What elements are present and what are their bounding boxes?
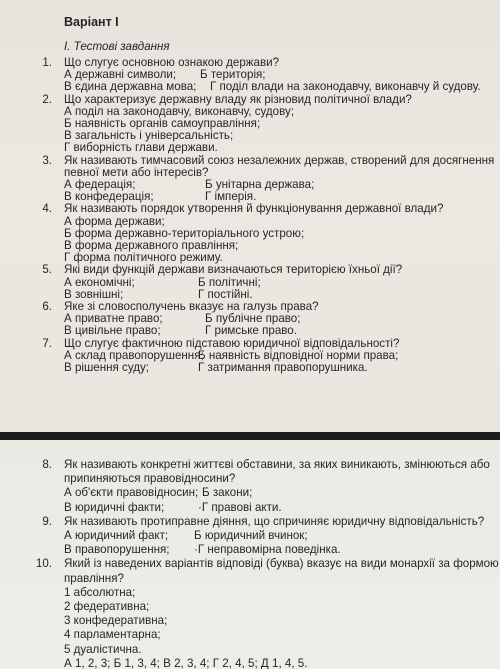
answer-option: Г постійні. [198,287,253,301]
question-text: Який із наведених варіантів відповіді (буква) вказує на види монархії за формою [64,557,499,571]
answer-option: Г виборність глави держави. [64,141,218,155]
answer-option: 2 федеративна; [64,600,150,613]
answer-option: В юридичні факти; [64,500,165,514]
answer-option: Г імперія. [205,190,257,204]
answer-option: Б наявність відповідної норми права; [198,348,399,362]
answer-option: ·Г неправомірна поведінка. [194,543,341,557]
answer-option: Б форма державно-територіального устрою; [64,226,305,240]
answer-option: А поділ на законодавчу, виконавчу, судову; [64,104,295,118]
question-text: Яке зі словосполучень вказує на галузь права? [64,300,319,313]
answer-option: В форма державного правління; [64,239,239,252]
answer-option: А юридичний факт; [64,529,169,542]
answer-option: Г поділ влади на законодавчу, виконавчу й судову. [210,80,481,94]
answer-option: А федерація; [64,178,136,191]
page-divider [0,432,500,440]
question-number: 1. [42,56,52,69]
answer-option: Б політичні; [198,275,261,289]
answer-option: 4 парламентарна; [64,628,161,642]
question-number: 10. [35,557,52,571]
answer-option: певної мети або інтересів? [64,165,209,179]
question-text: Як називають порядок утворення й функціонування державної влади? [64,202,444,216]
answer-option: В єдина державна мова; [64,80,197,94]
answer-option: А об'єкти правовідносин; [64,486,199,500]
answer-option: В зовнішні; [64,287,124,301]
question-number: 8. [42,458,52,471]
question-number: 3. [42,153,52,167]
answer-option: В рішення суду; [64,361,150,374]
question-text: Як називають тимчасовий союз незалежних держав, створений для досягнення [64,153,495,167]
answer-option: 3 конфедеративна; [64,614,168,628]
answer-option: Б територія; [200,68,266,82]
answer-option: 5 дуалістична. [64,642,142,656]
answer-option: Б юридичний вчинок; [194,529,308,542]
answer-option: Г форма політичного режиму. [64,251,223,265]
question-number: 5. [42,263,52,277]
answer-option: А економічні; [64,275,135,289]
answer-option: Б закони; [202,486,253,500]
variant-title: Варіант I [64,15,119,29]
answer-option: Б наявність органів самоуправління; [64,117,261,130]
question-text: Що слугує фактичною підставою юридичної відповідальності? [64,336,400,350]
question-number: 4. [42,202,52,216]
answer-option: А 1, 2, 3; Б 1, 3, 4; В 2, 3, 4; Г 2, 4, 5; Д 1, 4, 5. [64,656,308,669]
answer-option: 1 абсолютна; [64,585,136,599]
section-heading: I. Тестові завдання [64,40,170,53]
answer-option: припиняються правовідносини? [64,472,236,486]
answer-option: В цивільне право; [64,324,161,338]
answer-option: Б публічне право; [205,312,301,326]
answer-option: А приватне право; [64,312,163,326]
page-bottom [0,440,500,669]
answer-option: В конфедерація; [64,190,154,204]
answer-option: правління? [64,571,124,585]
answer-option: А форма держави; [64,214,165,228]
question-text: Які види функцій держави визначаються територією їхньої дії? [64,263,403,277]
question-number: 9. [42,514,52,528]
answer-option: А склад правопорушення; [64,348,204,362]
question-number: 2. [42,92,52,106]
question-text: Як називають протиправне діяння, що спричиняє юридичну відповідальність? [64,514,485,528]
question-text: Що слугує основною ознакою держави? [64,56,280,69]
question-text: Як називають конкретні життєві обставини, за яких виникають, змінюються або [64,458,490,471]
question-number: 6. [42,300,52,313]
answer-option: Г римське право. [205,324,297,338]
question-text: Що характеризує державну владу як різновид політичної влади? [64,92,412,106]
answer-option: ·Г правові акти. [198,500,282,514]
question-number: 7. [42,336,52,350]
answer-option: В правопорушення; [64,543,170,557]
answer-option: В загальність і універсальність; [64,129,234,143]
answer-option: Б унітарна держава; [205,178,315,191]
answer-option: Г затримання правопорушника. [198,361,368,374]
answer-option: А державні символи; [64,68,177,82]
